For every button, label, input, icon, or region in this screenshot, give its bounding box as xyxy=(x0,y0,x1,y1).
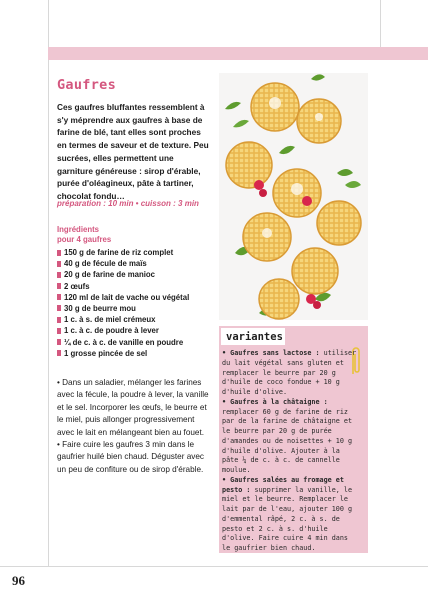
frame-line-right xyxy=(380,0,381,47)
ingredient-item: 30 g de beurre mou xyxy=(57,303,189,314)
ingredient-item: 1 c. à c. de poudre à lever xyxy=(57,325,189,336)
leaf-icon xyxy=(225,102,249,128)
ingredients-title: Ingrédients xyxy=(57,225,100,234)
bullet-square-icon xyxy=(57,328,61,334)
ingredients-list xyxy=(57,247,189,359)
bullet-square-icon xyxy=(57,283,61,289)
ingredients-subtitle: pour 4 gaufres xyxy=(57,235,112,244)
bullet-square-icon xyxy=(57,250,61,256)
variantes-text xyxy=(222,349,358,554)
frame-line-left xyxy=(48,0,49,566)
step-paragraph: • Dans un saladier, mélanger les farines avec la fécule, la poudre à lever, la vanille et le sel. Incorporer les œufs, le beurre et le miel, puis allonger progressivement avec le lait en mélangeant bien au fouet. xyxy=(57,378,209,437)
header-band xyxy=(48,47,428,60)
bullet-square-icon xyxy=(57,261,61,267)
variante-item: • Gaufres à la châtaigne : remplacer 60 g de farine de riz par de la farine de châtaigne et le beurre par 20 g de purée d'amandes ou de noisettes + 10 g d'huile d'olive. Ajouter à la pâte ¼ de c. à c. de cannelle moulue. xyxy=(222,397,353,474)
waffles-illustration xyxy=(219,73,368,320)
ingredient-item: 40 g de fécule de maïs xyxy=(57,258,189,269)
prep-time: préparation : 10 min • cuisson : 3 min xyxy=(57,199,199,208)
frame-line-bottom xyxy=(0,566,428,567)
page-number: 96 xyxy=(12,573,25,588)
raspberry-icon xyxy=(254,180,267,197)
ingredient-item: ¼ de c. à c. de vanille en poudre xyxy=(57,337,189,348)
variantes-title: variantes xyxy=(226,331,283,343)
variante-item: • Gaufres sans lactose : utiliser du lait végétal sans gluten et remplacer le beurre par 20 g d'huile de coco fondue + 10 g d'huile d'olive. xyxy=(222,349,357,396)
bullet-square-icon xyxy=(57,305,61,311)
recipe-steps xyxy=(57,377,209,476)
leaf-icon xyxy=(279,146,295,154)
raspberry-icon xyxy=(302,196,312,206)
leaf-icon xyxy=(311,74,325,80)
leaf-icon xyxy=(337,169,361,188)
ingredient-item: 2 œufs xyxy=(57,281,189,292)
recipe-title: Gaufres xyxy=(57,77,116,93)
variante-item: • Gaufres salées au fromage et pesto : supprimer la vanille, le miel et le beurre. Remplacer le lait par de l'eau, ajouter 100 g d'emmental râpé, 2 c. à s. de pesto et 2 c. à s. d'huile d'olive. Faire cuire 4 min dans le gaufrier bien chaud. xyxy=(222,475,353,552)
ingredient-item: 150 g de farine de riz complet xyxy=(57,247,189,258)
bullet-square-icon xyxy=(57,339,61,345)
ingredient-item: 1 grosse pincée de sel xyxy=(57,348,189,359)
ingredient-item: 20 g de farine de manioc xyxy=(57,269,189,280)
waffles-photo xyxy=(219,73,368,320)
ingredient-item: 1 c. à s. de miel crémeux xyxy=(57,314,189,325)
bullet-square-icon xyxy=(57,272,61,278)
step-paragraph: • Faire cuire les gaufres 3 min dans le gaufrier huilé bien chaud. Déguster avec un peu de confiture ou de sirop d'érable. xyxy=(57,440,205,474)
bullet-square-icon xyxy=(57,294,61,300)
ingredient-item: 120 ml de lait de vache ou végétal xyxy=(57,292,189,303)
recipe-intro: Ces gaufres bluffantes ressemblent à s'y méprendre aux gaufres à base de farine de blé, tant elles sont proches en termes de saveur et de texture. Peu sucrées, elles permettent une garniture généreuse : sirop d'érable, purée d'oléagineux, pâte à tartiner, chocolat fondu… xyxy=(57,102,209,201)
bullet-square-icon xyxy=(57,350,61,356)
bullet-square-icon xyxy=(57,317,61,323)
